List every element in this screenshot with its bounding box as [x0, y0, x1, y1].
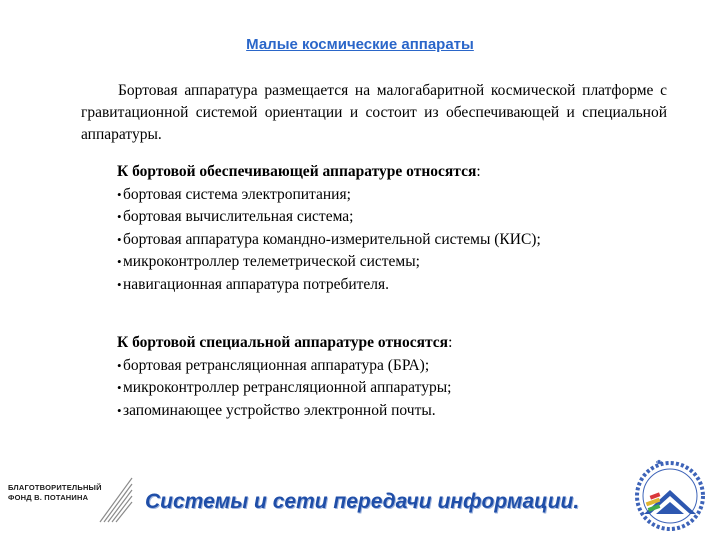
- page-title: Малые космические аппараты: [246, 36, 474, 53]
- university-emblem-icon: [632, 456, 708, 532]
- list-item: • бортовая аппаратура командно-измерительной системы (КИС);: [117, 230, 541, 248]
- list-item: • бортовая система электропитания;: [117, 185, 351, 203]
- section-special-equipment: [117, 332, 677, 422]
- potanin-fund-logo: БЛАГОТВОРИТЕЛЬНЫЙ ФОНД В. ПОТАНИНА: [8, 476, 133, 524]
- list-item: • бортовая ретрансляционная аппаратура (БРА);: [117, 356, 430, 374]
- section-support-equipment: [117, 161, 677, 296]
- course-title: Системы и сети передачи информации.: [145, 490, 580, 513]
- intro-paragraph: Бортовая аппаратура размещается на малогабаритной космической платформе с гравитационной системой ориентации и состоит из обеспечивающей и специальной аппаратуры.: [81, 82, 667, 143]
- list-item: • запоминающее устройство электронной почты.: [117, 401, 436, 419]
- list-item: • бортовая вычислительная система;: [117, 208, 354, 225]
- fund-swoosh-icon: [8, 476, 133, 524]
- list-item: • микроконтроллер ретрансляционной аппаратуры;: [117, 379, 452, 396]
- list-item: • микроконтроллер телеметрической системы;: [117, 253, 420, 270]
- section-heading: К бортовой специальной аппаратуре относятся:: [117, 334, 453, 351]
- section-heading: К бортовой обеспечивающей аппаратуре относятся:: [117, 163, 481, 180]
- list-item: • навигационная аппаратура потребителя.: [117, 275, 390, 293]
